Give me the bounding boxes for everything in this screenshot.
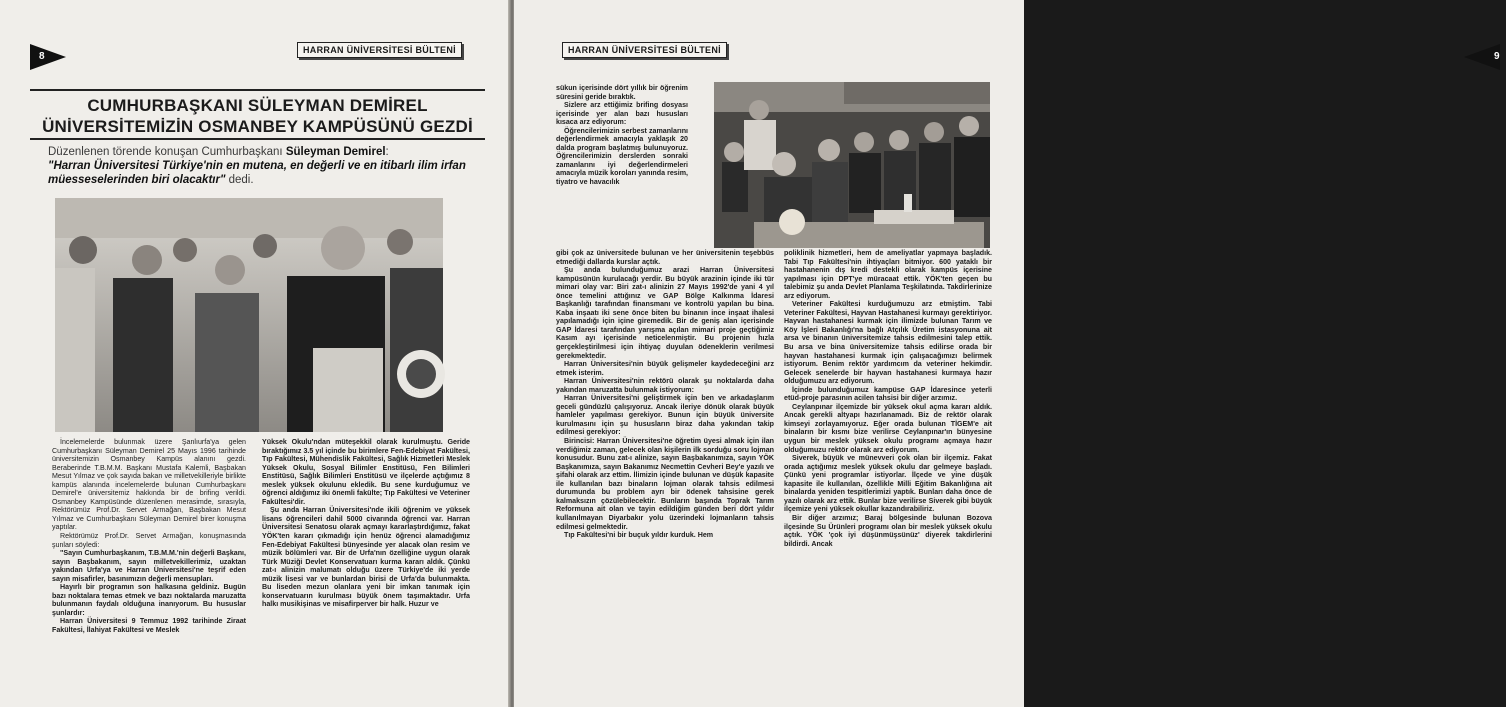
audience-photo	[714, 82, 990, 248]
headline-rule-bottom	[30, 138, 485, 140]
bulletin-header-right: HARRAN ÜNİVERSİTESİ BÜLTENİ	[562, 42, 727, 58]
headline	[30, 95, 485, 137]
headline-line-2: ÜNİVERSİTEMİZİN OSMANBEY KAMPÜSÜNÜ GEZDİ	[42, 117, 473, 136]
lead-quote: "Harran Üniversitesi Türkiye'nin en mutena, en değerli ve en itibarlı ilim irfan müesseselerinden biri olacaktır"	[48, 160, 466, 186]
page-number-right: 9	[1470, 44, 1506, 70]
headline-rule-top	[30, 89, 485, 91]
text-column-left-2: Yüksek Okulu'ndan müteşekkil olarak kurulmuştu. Geride bıraktığımız 3.5 yıl içinde bu birimlere Fen-Edebiyat Fakültesi, Tıp Fakültesi, Mühendislik Fakültesi, Sağlık Hizmetleri Meslek Yüksek Okulu, Sosyal Bilimler Enstitüsü, Fen Bilimleri Enstitüsü, Sağlık Bilimleri Enstitüsü ve ilçelerde açtığımız 8 meslek yüksek okulunu ekledik. Bu sene kurduğumuz ve öğrenci aldığımız iki önemli fakülte; Tıp Fakültesi ve Veteriner Fakültesi'dir. Şu anda Harran Üniversitesi'nde ikili öğrenim ve yüksek lisans öğrencileri dahil 5000 civarında öğrenci var. Harran Üniversitesi Senatosu olarak açmayı kararlaştırdığımız, fakat YÖK'ten kararı çıkmadığı için henüz öğrenci alamadığımız Fen-Edebiyat Fakültesi bünyesinde yer alacak olan resim ve müzik bölümleri var. Bir de Urfa'nın özelliğine uygun olarak Türk Müziği Devlet Konservatuarı kurma kararı aldık. Çünkü zat-ı alinizin malumatı olduğu üzere Türkiye'de iki yerde müzik lisesi var ve bunlardan birisi de Urfa'da bulunmakta. Bu liseden mezun olanlara yeni bir imkan tanımak için konservatuarın kurulması büyük önem taşımaktadır. Urfa halkı musikişinas ve misafirperver bir halk. Huzur ve	[262, 438, 470, 609]
text-column-right-2: gibi çok az üniversitede bulunan ve her üniversitenin teşebbüs etmediği dallarda kurslar açtık. Şu anda bulunduğumuz arazi Harran Üniversitesi kampüsünün kurulacağı yerdir. Bu büyük arazinin içinde iki tür mimari olay var: Biri zat-ı alinizin 27 Mayıs 1992'de yani 4 yıl önce temelini attığınız ve GAP Bölge Kalkınma İdaresi Başkanlığı tarafından finansmanı ve kontrolü yapılan bu bina. Kaba inşaatı iki sene önce biten bu binanın ince inşaat ihalesi yapılamadığı için içine giremedik. Bir de geniş alan içerisinde GAP İdaresi tarafından yarışma açılan mimari proje geçtiğimiz Kasım ayı içerisinde neticelenmiştir. Bu projenin hızla gerçekleştirilmesi için ihtiyaç duyulan ödeneklerin verilmesi gerekmektedir. Harran Üniversitesi'nin büyük gelişmeler kaydedeceğini arz etmek isterim. Harran Üniversitesi'nin rektörü olarak şu noktalarda daha yakından maruzatta bulunmak istiyorum: Harran Üniversitesi'ni geliştirmek için ben ve arkadaşlarım geceli gündüzlü çalışıyoruz. Ancak ileriye dönük olarak büyük hamleler yapılması gerekiyor. Bunun için büyük üniversite kurulmasını için şu hususların biraz daha yakından takip edilmesi gerekiyor: Birincisi: Harran Üniversitesi'ne öğretim üyesi almak için ilan verdiğimiz zaman, gelecek olan kişilerin ilk sorduğu soru lojman konusudur. Bunu zat-ı alinize, sayın Başbakanımıza, sayın YÖK Başkanımıza, sayın Bakanımız Necmettin Cevheri Bey'e yazılı ve şifahi olarak arz ettim. İlimizin içinde bulunan ve düşük kapasite ile kullanılan bazı binaların lojman olarak tahsis edilmesi durumunda bu problem ayrı bir ödenek tahsisine gerek kalmaksızın çözülebilecektir. Bunların başında Toprak Tarım Reformuna ait olan ve tayin edildiğim günden beri dört yıldır kullanılmayan Diyarbakır yolu üzerindeki lojmanların tahsis edilmesi gelmektedir. Tıp Fakültesi'ni bir buçuk yıldır kurduk. Hem	[556, 249, 774, 540]
lead-paragraph: Düzenlenen törende konuşan Cumhurbaşkanı Süleyman Demirel: "Harran Üniversitesi Türkiye'nin en mutena, en değerli ve en itibarlı ilim irfan müesseselerinden biri olacaktır" dedi.	[48, 146, 466, 186]
right-page	[514, 0, 1500, 707]
triangle-marker-icon	[30, 44, 66, 70]
text-column-right-1: sükun içerisinde dört yıllık bir öğrenim süresini geride bıraktık. Sizlere arz ettiğimiz brifing dosyası içerisinde yer alan bazı hususları kısaca arz ediyorum: Öğrencilerimizin serbest zamanlarını değerlendirmek amacıyla yaklaşık 20 dalda program başlatmış bulunuyoruz. Öğrencilerimizin derslerden sonraki zamanlarını iyi değerlendirmeleri amacıyla müzik koroları yanında resim, tiyatro ve havacılık	[556, 84, 688, 187]
text-column-right-3: poliklinik hizmetleri, hem de ameliyatlar yapmaya başladık. Tabi Tıp Fakültesi'nin ihtiyaçları bitmiyor. 600 yataklı bir hastahanenin dış kredi destekli olarak kampüs içerisine yapılması için DPT'ye müracaat ettik. YÖK'ten geçen bu talebimiz şu anda Devlet Planlama Teşkilatında. Takdirlerinize arz ediyorum. Veteriner Fakültesi kurduğumuzu arz etmiştim. Tabi Veteriner Fakültesi, Hayvan Hastahanesi kurmayı gerektiriyor. Hayvan hastahanesi kurmak için ilimizde bulunan Tarım ve Köy İşleri Bakanlığı'na bağlı Atçılık Üretim istasyonuna ait arsa ve binanın üniversitemize tahsis edilmesini talep ettik. Bu arsa ve bina üniversitemize tahsis edilirse orada bir hayvan hastahanesi kurmak için çalışacağımızı belirmek istiyorum. Benim rektör yardımcım da veteriner hekimdir. Gelecek senelerde bir hayvan hastahanesi kurmaya hazır olduğumuzu arz ediyorum. İçinde bulunduğumuz kampüse GAP İdaresince yeterli etüd-proje parasının acilen tahsisi bir diğer arzımız. Ceylanpınar ilçemizde bir yüksek okul açma kararı aldık. Ancak gerekli altyapı hazırlanamadı. Biz de rektör olarak kimseyi zorlayamıyoruz. Eğer orada bulunan TİGEM'e ait binaların bir kısmı bize verilirse Ceylanpınar'ın bünyesine uygun bir meslek yüksek okulu programı açmaya hazır olduğumuzu rektör olarak arz ediyorum. Siverek, büyük ve münevveri çok olan bir ilçemiz. Fakat orada açtığımız meslek yüksek okulu dar gelmeye başladı. Çünkü yeni programlar istiyorlar. İlçede ve yine düşük kapasite ile kullanılan, özellikle Milli Eğitim Bakanlığına ait binalarda yeniden tespitlerimizi yaptık. Bunları daha önce de yazılı olarak arz ettik. Bunlar bize verilirse Siverek gibi büyük ilçemize yeni yüksek okullar kazandırabiliriz. Bir diğer arzımız; Baraj bölgesinde bulunan Bozova ilçesinde Su Ürünleri programı olan bir meslek yüksek okulu açtık. YÖK 'çok iyi düşünmüşsünüz' diyerek takdirlerini bildirdi. Ancak	[784, 249, 992, 548]
headline-line-1: CUMHURBAŞKANI SÜLEYMAN DEMİREL	[87, 96, 428, 115]
text-column-left-1: İncelemelerde bulunmak üzere Şanlıurfa'ya gelen Cumhurbaşkanı Süleyman Demirel 25 Mayıs 1996 tarihinde üniversitemizin Osmanbey Kampüs alanını gezdi. Beraberinde T.B.M.M. Başkanı Mustafa Kalemli, Başbakan Mesut Yılmaz ve çok sayıda bakan ve milletvekilleriyle birlikte kampüs alanında incelemelerde bulunan Cumhurbaşkanı Demirel'e üniversitemiz hakkında bir de brifing verildi. Osmanbey Kampüsünde düzenlenen merasimde, sırasıyla, Rektörümüz Prof.Dr. Servet Armağan, Başbakan Mesut Yılmaz ve Cumhurbaşkanı Süleyman Demirel birer konuşma yaptılar. Rektörümüz Prof.Dr. Servet Armağan, konuşmasında şunları söyledi: "Sayın Cumhurbaşkanım, T.B.M.M.'nin değerli Başkanı, sayın Başbakanım, sayın milletvekillerimiz, uzaktan yakından Urfa'ya ve Harran Üniversitesi'ne teşrif eden sayın misafirler, basınımızın değerli mensupları. Hayırlı bir programın son halkasına geldiniz. Bugün bazı noktalara temas etmek ve bazı noktalarda maruzatta bulunmanın faydalı olduğuna inanıyorum. Bu hususlar şunlardır: Harran Üniversitesi 9 Temmuz 1992 tarihinde Ziraat Fakültesi, İlahiyat Fakültesi ve Meslek	[52, 438, 246, 635]
speaker-photo-icon	[55, 198, 443, 432]
speaker-name: Süleyman Demirel	[285, 146, 386, 158]
ceremony-photo	[55, 198, 443, 432]
page-number-left: 8	[30, 44, 66, 70]
audience-photo-icon	[714, 82, 990, 248]
left-page	[0, 0, 510, 707]
bulletin-header-left: HARRAN ÜNİVERSİTESİ BÜLTENİ	[297, 42, 462, 58]
